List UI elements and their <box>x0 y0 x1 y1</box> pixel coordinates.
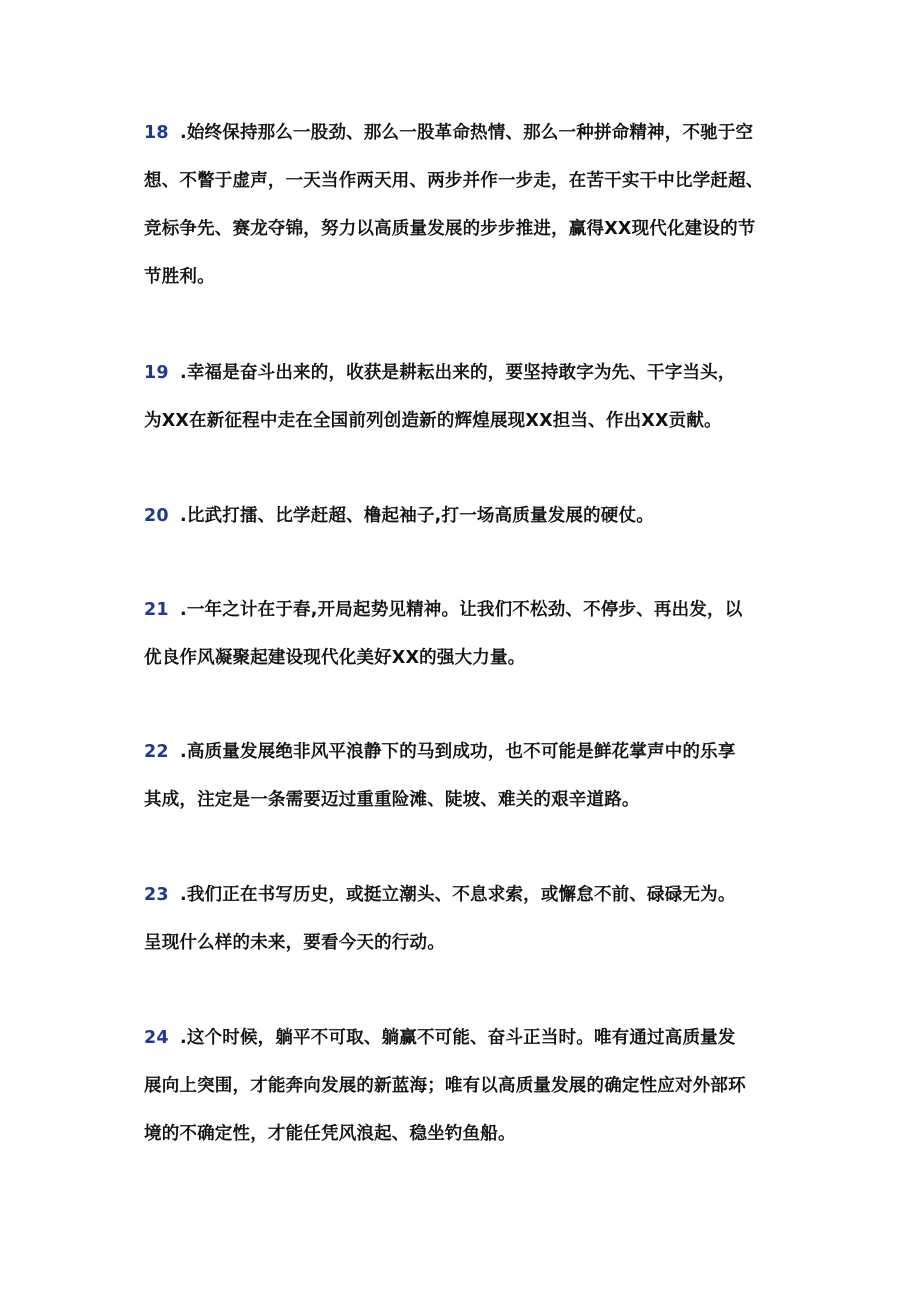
line-text: .这个时候，躺平不可取、躺赢不可能、奋斗正当时。唯有通过高质量发 <box>180 1028 736 1048</box>
paragraph-line <box>144 586 804 634</box>
paragraph-line: 境的不确定性，才能任凭风浪起、稳坐钓鱼船。 <box>144 1124 516 1144</box>
list-item <box>144 871 804 967</box>
paragraph-line: 优良作风凝聚起建设现代化美好XX的强大力量。 <box>144 648 526 668</box>
line-text: .幸福是奋斗出来的，收获是耕耘出来的，要坚持敢字为先、干字当头， <box>180 363 736 383</box>
paragraph-line: 展向上突围，才能奔向发展的新蓝海；唯有以高质量发展的确定性应对外部环 <box>144 1076 746 1096</box>
item-number: 20 <box>144 506 169 526</box>
list-item <box>144 1014 804 1158</box>
list-item <box>144 492 804 540</box>
paragraph-line <box>144 1014 804 1062</box>
item-number: 23 <box>144 885 169 905</box>
paragraph-line <box>144 492 804 540</box>
paragraph-line: 节胜利。 <box>144 267 215 287</box>
list-item <box>144 586 804 682</box>
list-item <box>144 109 804 301</box>
paragraph-line: 呈现什么样的未来，要看今天的行动。 <box>144 933 445 953</box>
line-text: .一年之计在于春,开局起势见精神。让我们不松劲、不停步、再出发，以 <box>180 600 743 620</box>
paragraph-line <box>144 349 804 397</box>
list-item <box>144 728 804 824</box>
paragraph-line <box>144 871 804 919</box>
list-item <box>144 349 804 445</box>
item-number: 19 <box>144 363 169 383</box>
line-text: .始终保持那么一股劲、那么一股革命热情、那么一种拼命精神，不驰于空 <box>180 123 754 143</box>
paragraph-line: 想、不瞥于虚声，一天当作两天用、两步并作一步走，在苦干实干中比学赶超、 <box>144 171 764 191</box>
paragraph-line: 为XX在新征程中走在全国前列创造新的辉煌展现XX担当、作出XX贡献。 <box>144 411 722 431</box>
line-text: .我们正在书写历史，或挺立潮头、不息求索，或懈怠不前、碌碌无为。 <box>180 885 736 905</box>
item-number: 24 <box>144 1028 169 1048</box>
paragraph-line: 其成，注定是一条需要迈过重重险滩、陡坡、难关的艰辛道路。 <box>144 790 640 810</box>
item-number: 18 <box>144 123 169 143</box>
item-number: 21 <box>144 600 169 620</box>
paragraph-line <box>144 728 804 776</box>
line-text: .比武打擂、比学赶超、橹起袖子,打一场高质量发展的硬仗。 <box>180 506 654 526</box>
paragraph-line <box>144 109 804 157</box>
paragraph-line: 竞标争先、赛龙夺锦，努力以高质量发展的步步推进，赢得XX现代化建设的节 <box>144 219 756 239</box>
line-text: .高质量发展绝非风平浪静下的马到成功，也不可能是鲜花掌声中的乐享 <box>180 742 736 762</box>
item-number: 22 <box>144 742 169 762</box>
